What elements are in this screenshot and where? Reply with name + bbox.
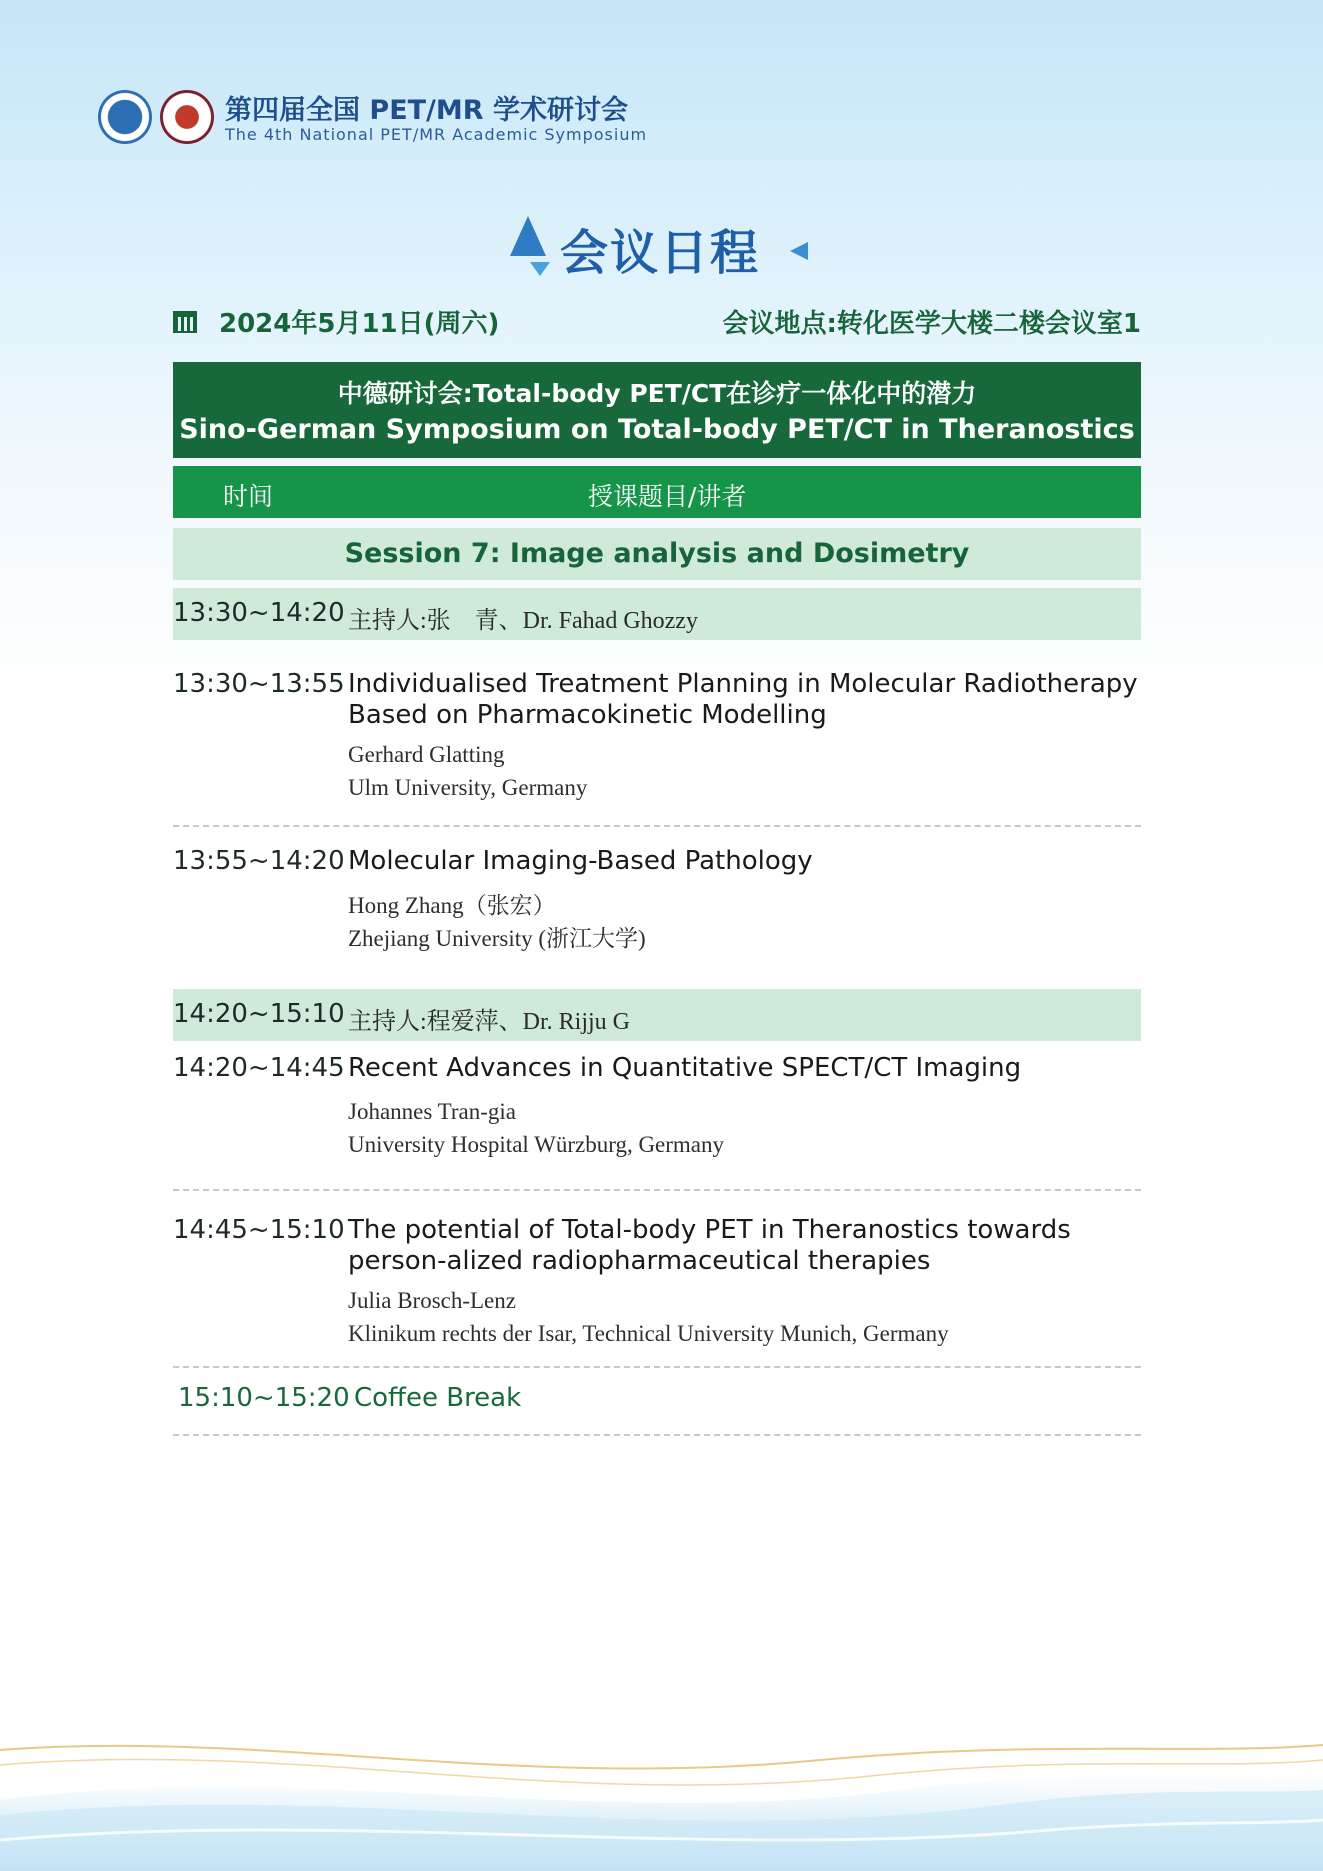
triangle-decoration-icon bbox=[510, 216, 546, 256]
speaker-affiliation: Zhejiang University (浙江大学) bbox=[348, 926, 646, 951]
speaker-name: Hong Zhang（张宏） bbox=[348, 893, 556, 918]
talk-title: Recent Advances in Quantitative SPECT/CT Imaging bbox=[348, 1053, 1022, 1083]
chair-names: 主持人:程爱萍、Dr. Rijju G bbox=[348, 1009, 631, 1035]
talk-title: Individualised Treatment Planning in Molecular Radiotherapy Based on Pharmacokinetic Modelling bbox=[348, 669, 1138, 730]
speaker-affiliation: Ulm University, Germany bbox=[348, 775, 588, 800]
hospital-seal-icon bbox=[160, 90, 214, 144]
break-label: Coffee Break bbox=[354, 1383, 522, 1413]
talk-item bbox=[173, 846, 1141, 956]
talk-time: 14:20~14:45 bbox=[173, 1053, 345, 1083]
column-time: 时间 bbox=[223, 482, 274, 511]
talk-item bbox=[173, 669, 1141, 809]
column-header bbox=[173, 466, 1141, 518]
divider bbox=[173, 1189, 1141, 1191]
chair-names: 主持人:张 青、Dr. Fahad Ghozzy bbox=[348, 608, 698, 634]
calendar-icon bbox=[173, 311, 197, 333]
speaker-name: Johannes Tran-gia bbox=[348, 1099, 517, 1124]
chair-row bbox=[173, 989, 1141, 1041]
divider bbox=[173, 825, 1141, 827]
break-time: 15:10~15:20 bbox=[178, 1383, 350, 1413]
meeting-date: 2024年5月11日(周六) bbox=[219, 309, 500, 339]
date-venue-row bbox=[173, 303, 1141, 343]
speaker-name: Gerhard Glatting bbox=[348, 742, 505, 767]
column-topic: 授课题目/讲者 bbox=[588, 482, 747, 511]
divider bbox=[173, 1366, 1141, 1368]
talk-time: 13:30~13:55 bbox=[173, 669, 345, 699]
talk-title: Molecular Imaging-Based Pathology bbox=[348, 846, 813, 876]
symposium-name-cn: 第四届全国 PET/MR 学术研讨会 bbox=[225, 95, 628, 126]
talk-time: 13:55~14:20 bbox=[173, 846, 345, 876]
triangle-decoration-icon bbox=[530, 262, 550, 276]
meeting-venue: 会议地点:转化医学大楼二楼会议室1 bbox=[722, 309, 1141, 339]
chair-time: 13:30~14:20 bbox=[173, 598, 345, 628]
page-title: 会议日程 bbox=[560, 225, 761, 281]
talk-item bbox=[173, 1215, 1141, 1355]
talk-time: 14:45~15:10 bbox=[173, 1215, 345, 1245]
speaker-affiliation: University Hospital Würzburg, Germany bbox=[348, 1132, 725, 1157]
divider bbox=[173, 1434, 1141, 1436]
footer-wave-decoration bbox=[0, 1720, 1323, 1871]
triangle-decoration-icon bbox=[790, 242, 808, 260]
university-seal-icon bbox=[98, 90, 152, 144]
speaker-name: Julia Brosch-Lenz bbox=[348, 1288, 516, 1313]
page-title-area bbox=[0, 210, 1323, 280]
chair-time: 14:20~15:10 bbox=[173, 999, 345, 1029]
talk-item bbox=[173, 1053, 1141, 1163]
symposium-name-en: The 4th National PET/MR Academic Symposium bbox=[225, 125, 648, 144]
banner-title-cn: 中德研讨会:Total-body PET/CT在诊疗一体化中的潜力 bbox=[337, 379, 977, 408]
chair-row bbox=[173, 588, 1141, 640]
speaker-affiliation: Klinikum rechts der Isar, Technical University Munich, Germany bbox=[348, 1321, 949, 1346]
talk-title: The potential of Total-body PET in Theranostics towards person-alized radiopharmaceutical therapies bbox=[348, 1215, 1071, 1276]
session-title: Session 7: Image analysis and Dosimetry bbox=[173, 528, 1141, 580]
banner-title-en: Sino-German Symposium on Total-body PET/CT in Theranostics bbox=[179, 414, 1135, 445]
symposium-banner bbox=[173, 362, 1141, 458]
